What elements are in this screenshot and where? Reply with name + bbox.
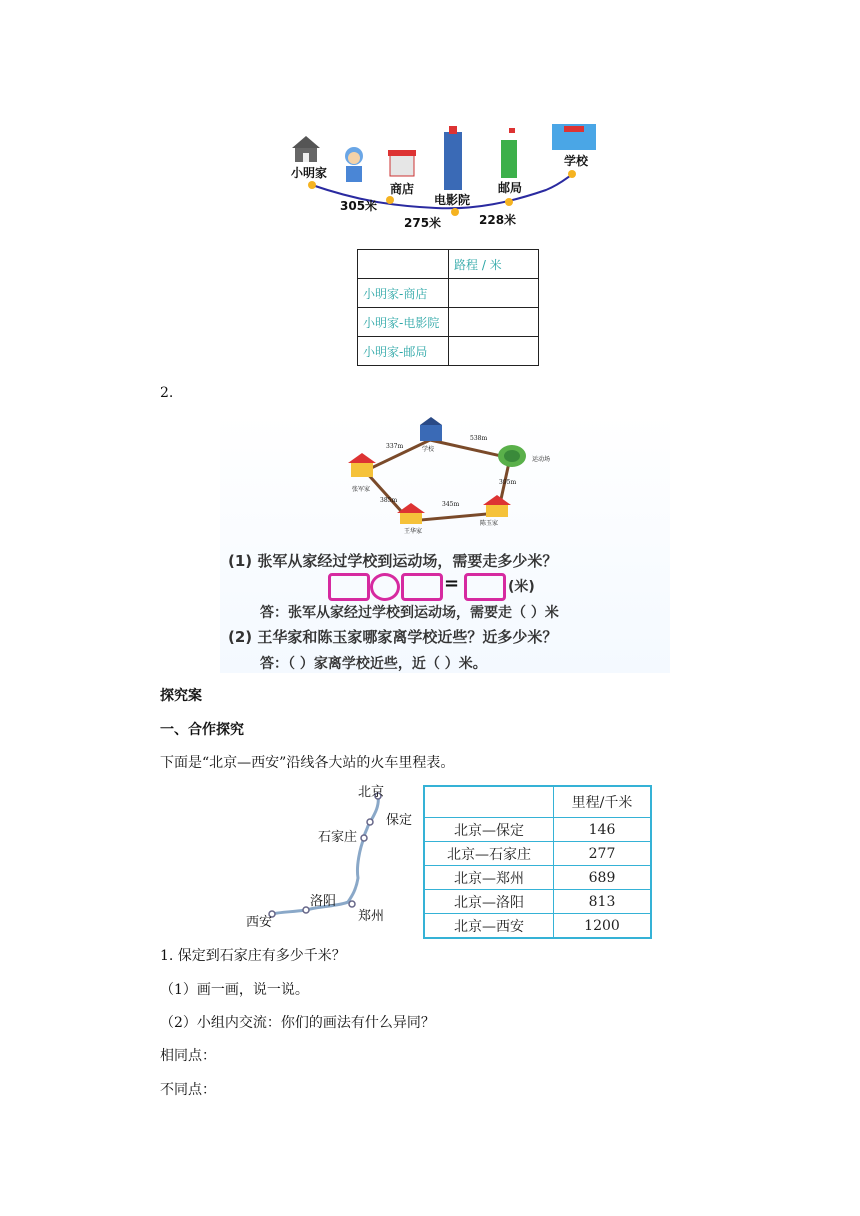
route-answer-1[interactable] xyxy=(449,279,539,308)
distance-3: 228米 xyxy=(479,213,517,227)
route-cell: 北京—保定 xyxy=(424,818,554,842)
station-zhengzhou: 郑州 xyxy=(358,909,385,924)
km-cell: 277 xyxy=(554,842,652,866)
place-shop: 商店 xyxy=(390,182,415,196)
school-icon xyxy=(552,124,596,150)
shop-icon xyxy=(388,150,416,176)
station-dot-shijiazhuang xyxy=(361,835,367,841)
equals-sign: = xyxy=(444,573,460,594)
q2-figure xyxy=(220,413,670,673)
label-stadium: 运动场 xyxy=(532,456,551,463)
boy-icon xyxy=(345,147,363,182)
label-d1: 337m xyxy=(386,443,404,450)
label-d2: 538m xyxy=(470,435,488,442)
distance-1: 305米 xyxy=(340,199,378,213)
question-1-part-1: （1）画一画，说一说。 xyxy=(160,982,309,998)
route-cell: 北京—郑州 xyxy=(424,866,554,890)
section-title: 探究案 xyxy=(160,688,202,704)
route-figure xyxy=(286,118,604,234)
label-d4: 395m xyxy=(499,479,517,486)
station-luoyang: 洛阳 xyxy=(310,894,337,909)
route-row-1: 小明家-商店 xyxy=(358,279,449,308)
route-row-2: 小明家-电影院 xyxy=(358,308,449,337)
km-cell: 1200 xyxy=(554,914,652,939)
pentagon-map xyxy=(220,413,670,533)
differences-label: 不同点： xyxy=(160,1082,216,1098)
route-answer-3[interactable] xyxy=(449,337,539,366)
km-cell: 689 xyxy=(554,866,652,890)
place-cinema: 电影院 xyxy=(434,193,471,207)
mileage-table xyxy=(423,785,652,939)
section-subtitle: 一、合作探究 xyxy=(160,722,244,738)
operator-circle[interactable] xyxy=(370,573,400,601)
route-table-header: 路程 / 米 xyxy=(449,250,539,279)
unit-label: (米) xyxy=(508,579,535,595)
route-cell: 北京—洛阳 xyxy=(424,890,554,914)
km-cell: 813 xyxy=(554,890,652,914)
q2-part1-question: (1) 张军从家经过学校到运动场，需要走多少米？ xyxy=(228,552,558,570)
station-dot-luoyang xyxy=(303,907,309,913)
route-answer-2[interactable] xyxy=(449,308,539,337)
label-zhang-home: 张军家 xyxy=(352,486,371,493)
dot-post xyxy=(505,198,513,206)
question-1: 1. 保定到石家庄有多少千米？ xyxy=(160,948,346,964)
wang-home-icon xyxy=(397,503,425,524)
route-illustration xyxy=(286,118,604,234)
section-intro: 下面是“北京—西安”沿线各大站的火车里程表。 xyxy=(160,755,455,771)
home-icon xyxy=(292,136,320,162)
label-d5: 345m xyxy=(442,501,460,508)
label-d3: 385m xyxy=(380,497,398,504)
distance-2: 275米 xyxy=(404,216,442,230)
answer-box-2[interactable] xyxy=(401,573,443,601)
answer-box-3[interactable] xyxy=(464,573,506,601)
place-school: 学校 xyxy=(564,154,589,168)
q2-part2-answer: 答：（ ）家离学校近些，近（ ）米。 xyxy=(260,656,487,672)
question-2-number: 2. xyxy=(160,385,174,401)
station-shijiazhuang: 石家庄 xyxy=(318,830,358,845)
q2-part1-answer: 答：张军从家经过学校到运动场，需要走（ ）米 xyxy=(260,605,559,621)
similarities-label: 相同点： xyxy=(160,1048,216,1064)
table-row xyxy=(424,842,651,866)
school-building-icon xyxy=(420,417,442,441)
answer-box-1[interactable] xyxy=(328,573,370,601)
zhang-home-icon xyxy=(348,453,376,477)
route-row-3: 小明家-邮局 xyxy=(358,337,449,366)
station-beijing: 北京 xyxy=(358,785,385,800)
label-chen-home: 陈玉家 xyxy=(480,520,499,527)
cinema-icon xyxy=(444,126,462,190)
label-school: 学校 xyxy=(422,446,435,453)
route-table-wrap xyxy=(357,249,539,366)
rail-map xyxy=(240,778,420,930)
route-cell: 北京—石家庄 xyxy=(424,842,554,866)
q2-part2-question: (2) 王华家和陈玉家哪家离学校近些？近多少米？ xyxy=(228,628,558,646)
dot-cinema xyxy=(451,208,459,216)
chen-home-icon xyxy=(483,495,511,517)
station-xian: 西安 xyxy=(246,915,273,930)
dot-shop xyxy=(386,196,394,204)
table-row xyxy=(424,890,651,914)
route-cell: 北京—西安 xyxy=(424,914,554,939)
table-row xyxy=(424,866,651,890)
route-table xyxy=(357,249,539,366)
post-office-icon xyxy=(501,128,517,178)
dot-home xyxy=(308,181,316,189)
km-cell: 146 xyxy=(554,818,652,842)
station-baoding: 保定 xyxy=(386,813,413,828)
place-home: 小明家 xyxy=(291,166,328,180)
mileage-header: 里程/千米 xyxy=(554,786,652,818)
table-row xyxy=(424,818,651,842)
stadium-icon xyxy=(498,445,526,467)
station-dot-baoding xyxy=(367,819,373,825)
place-post: 邮局 xyxy=(498,181,523,195)
mileage-table-wrap xyxy=(423,785,652,939)
dot-school xyxy=(568,170,576,178)
table-row xyxy=(424,914,651,939)
question-1-part-2: （2）小组内交流：你们的画法有什么异同？ xyxy=(160,1015,435,1031)
station-dot-zhengzhou xyxy=(349,901,355,907)
label-wang-home: 王华家 xyxy=(404,528,423,535)
